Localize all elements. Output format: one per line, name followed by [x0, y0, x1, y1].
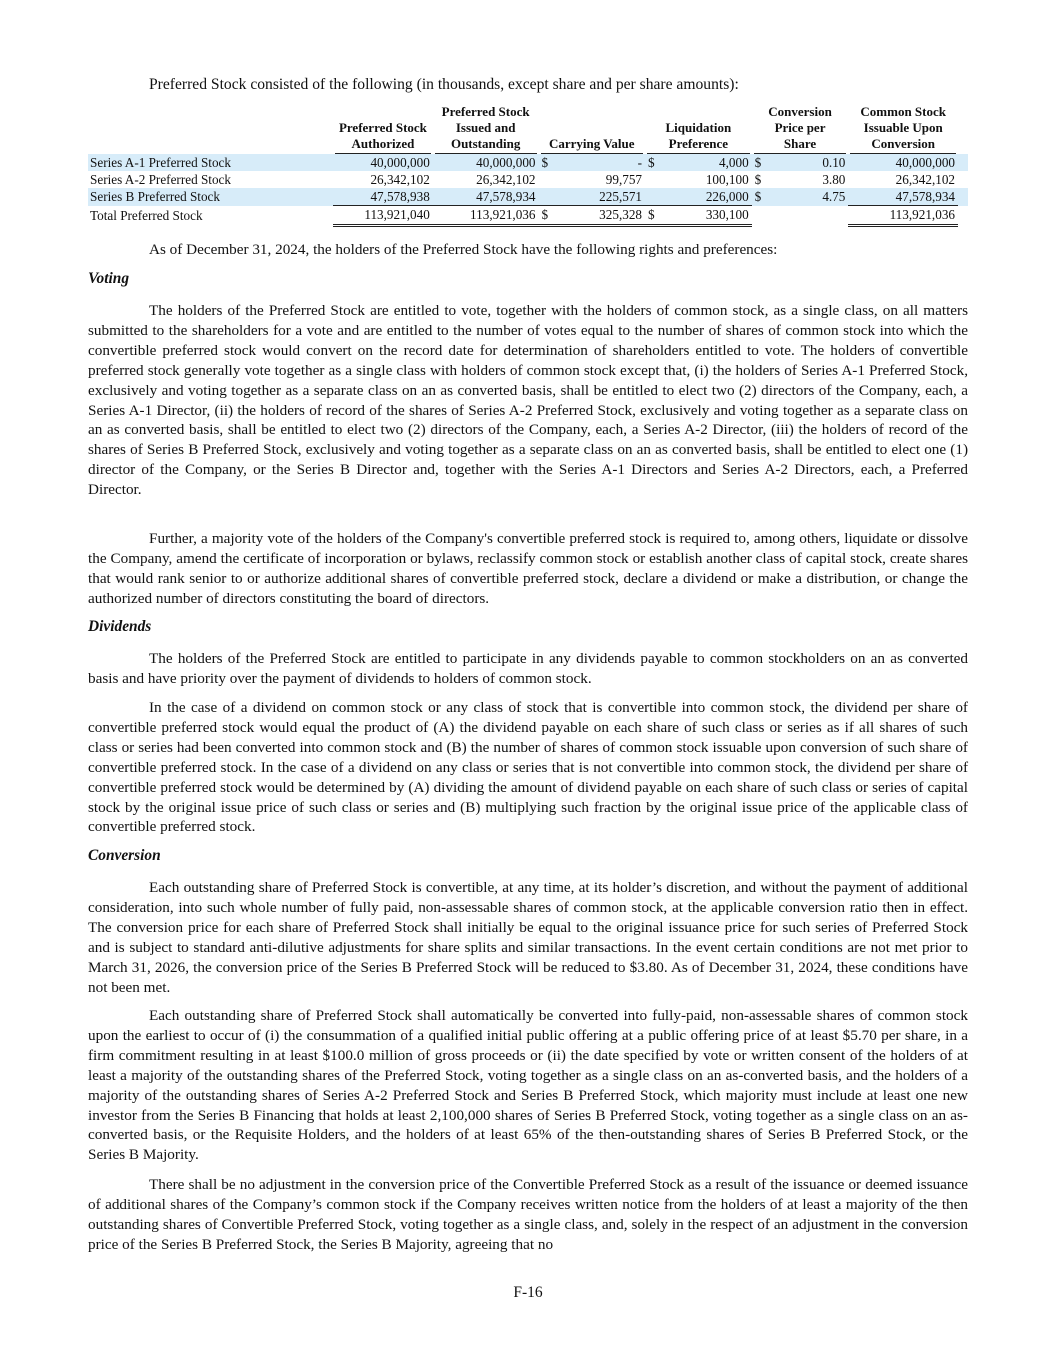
- cell-carrying: 225,571: [553, 188, 645, 206]
- cell-authorized: 47,578,938: [333, 188, 433, 206]
- total-carrying: 325,328: [553, 206, 645, 226]
- rights-intro: As of December 31, 2024, the holders of the Preferred Stock have the following rights and preferences:: [149, 241, 778, 258]
- cell-currency: [539, 171, 554, 188]
- total-label: Total Preferred Stock: [90, 207, 203, 223]
- dividends-paragraph-1: The holders of the Preferred Stock are entitled to participate in any dividends payable to common stockholders on an as converted basis and have priority over the payment of dividends to holders of common stock.: [88, 650, 968, 687]
- cell-currency: $: [754, 171, 762, 187]
- header-authorized: Preferred Stock Authorized: [333, 104, 433, 154]
- total-common: 113,921,036: [848, 206, 958, 226]
- cell-outstanding: 40,000,000: [433, 154, 539, 171]
- cell-authorized: 26,342,102: [370, 171, 430, 187]
- total-currency: $: [539, 206, 554, 226]
- cell-currency: [645, 171, 660, 188]
- table-row: [88, 154, 968, 171]
- page-number: F-16: [513, 1284, 543, 1301]
- cell-liquidation: 4,000: [660, 154, 752, 171]
- cell-price: 3.80: [822, 171, 846, 187]
- cell-currency: $: [645, 154, 660, 171]
- cell-liquidation: 100,100: [705, 171, 749, 187]
- cell-currency: [539, 188, 554, 206]
- conversion-paragraph-3: There shall be no adjustment in the conversion price of the Convertible Preferred Stock as a result of the issuance or deemed issuance of additional shares of the Company’s common stock if the Company receives written notice from the holders of at least a majority of the then outstanding shares of Convertible Preferred Stock, voting together as a single class, and, solely in the respect of an adjustment in the conversion price of the Series B Preferred Stock, the Series B Majority, agreeing that no: [88, 1176, 968, 1253]
- row-label: Series A-2 Preferred Stock: [90, 171, 231, 187]
- table-row: [88, 188, 968, 206]
- total-liquidation: 330,100: [660, 206, 752, 226]
- row-label: Series B Preferred Stock: [88, 188, 333, 206]
- cell-price: 4.75: [767, 188, 849, 206]
- total-authorized: 113,921,040: [333, 206, 433, 226]
- cell-currency: [645, 188, 660, 206]
- cell-currency: $: [752, 188, 767, 206]
- table-row: [88, 171, 968, 188]
- cell-carrying: 99,757: [605, 171, 643, 187]
- cell-common: 47,578,934: [848, 188, 958, 206]
- cell-authorized: 40,000,000: [333, 154, 433, 171]
- header-liquidation-preference: Liquidation Preference: [645, 104, 752, 154]
- section-heading-dividends: Dividends: [88, 618, 152, 635]
- cell-common: 40,000,000: [848, 154, 958, 171]
- row-label: Series A-1 Preferred Stock: [88, 154, 333, 171]
- section-heading-voting: Voting: [88, 270, 130, 287]
- cell-currency: $: [539, 154, 554, 171]
- preferred-stock-table: [88, 104, 968, 227]
- table-total-row: [88, 206, 968, 226]
- total-outstanding: 113,921,036: [433, 206, 539, 226]
- voting-paragraph-2: Further, a majority vote of the holders of the Company's convertible preferred stock is required to, among others, liquidate or dissolve the Company, amend the certificate of incorporation or bylaws, reclassify common stock or establish another class of capital stock, create shares that would rank senior to or authorize additional shares of convertible preferred stock, declare a dividend or make a distribution, or change the authorized number of directors constituting the board of directors.: [88, 530, 968, 607]
- total-price: [767, 206, 849, 226]
- header-blank: [88, 104, 333, 154]
- conversion-paragraph-1: Each outstanding share of Preferred Stock is convertible, at any time, at its holder’s discretion, and without the payment of additional consideration, into such whole number of fully paid, non-assessable shares of common stock, at the applicable conversion ratio then in effect. The conversion price for each share of Preferred Stock shall initially be equal to the original issuance price for such series of Preferred Stock and is subject to standard anti-dilutive adjustments for share splits and similar transactions. In the event certain conditions are not met prior to March 31, 2026, the conversion price of the Series B Preferred Stock will be reduced to $3.80. As of December 31, 2024, these conditions have not been met.: [88, 879, 968, 996]
- section-heading-conversion: Conversion: [88, 847, 161, 864]
- table-header-row: [88, 104, 968, 154]
- cell-liquidation: 226,000: [660, 188, 752, 206]
- header-carrying-value: Carrying Value: [539, 104, 646, 154]
- voting-paragraph-1: The holders of the Preferred Stock are entitled to vote, together with the holders of common stock, as a single class, on all matters submitted to the shareholders for a vote and are entitled to the number of votes equal to the number of shares of common stock into which the convertible preferred stock would convert on the record date for determination of shareholders entitled to vote. The holders of convertible preferred stock generally vote together as a single class with holders of common stock except that, (i) the holders of Series A-1 Preferred Stock, exclusively and voting together as a separate class on an as converted basis, shall be entitled to elect two (2) directors of the Company, each, a Series A-1 Director, (ii) the holders of record of the shares of Series A-2 Preferred Stock, exclusively and voting together as a separate class on an as converted basis, shall be entitled to elect two (2) directors of the Company, each, a Series A-2 Director, (iii) the holders of record of the shares of Series B Preferred Stock, exclusively and voting together as a separate class on an as converted basis, shall be entitled to elect one (1) director of the Company, or the Series B Director and, together with the Series A-1 Directors and Series A-2 Directors, each, a Preferred Director.: [88, 302, 968, 499]
- cell-currency: $: [752, 154, 767, 171]
- cell-outstanding: 26,342,102: [476, 171, 536, 187]
- total-currency: $: [645, 206, 660, 226]
- cell-carrying: -: [553, 154, 645, 171]
- cell-common: 26,342,102: [895, 171, 956, 187]
- header-common-issuable: Common Stock Issuable Upon Conversion: [848, 104, 958, 154]
- header-outstanding: Preferred Stock Issued and Outstanding: [433, 104, 539, 154]
- dividends-paragraph-2: In the case of a dividend on common stock or any class of stock that is convertible into common stock, the dividend per share of convertible preferred stock would equal the product of (A) the dividend payable on each share of such class or series as if all shares of such class or series had been converted into common stock and (B) the number of shares of common stock issuable upon conversion of such share of convertible preferred stock. In the case of a dividend on any class or series that is not convertible into common stock, the dividend per share of convertible preferred stock would be determined by (A) dividing the amount of dividend payable on each share of such class or series of capital stock by the original issue price of such class or series and (B) multiplying such fraction by the original issue price of the applicable class of convertible preferred stock.: [88, 699, 968, 836]
- cell-price: 0.10: [767, 154, 849, 171]
- total-currency: [752, 206, 767, 226]
- conversion-paragraph-2: Each outstanding share of Preferred Stock shall automatically be converted into fully-paid, non-assessable shares of common stock upon the earliest to occur of (i) the consummation of a qualified initial public offering at a public offering price of at least $5.70 per share, in a firm commitment resulting in at least $100.0 million of gross proceeds or (ii) the date specified by vote or written consent of the holders of at least a majority of the outstanding shares of the Preferred Stock, voting together as a single class on an as-converted basis, and the holders of a majority of the outstanding shares of Series A-2 Preferred Stock and Series B Preferred Stock, which majority must include at least one new investor from the Series B Financing that holds at least 2,100,000 shares of Series B Preferred Stock, voting together as a single class on an as-converted basis, or the Requisite Holders, and the holders of at least 65% of the then-outstanding shares of Series B Preferred Stock, or the Series B Majority.: [88, 1007, 968, 1164]
- header-conversion-price: Conversion Price per Share: [752, 104, 849, 154]
- cell-outstanding: 47,578,934: [433, 188, 539, 206]
- table-intro: Preferred Stock consisted of the following (in thousands, except share and per share amounts):: [149, 76, 739, 93]
